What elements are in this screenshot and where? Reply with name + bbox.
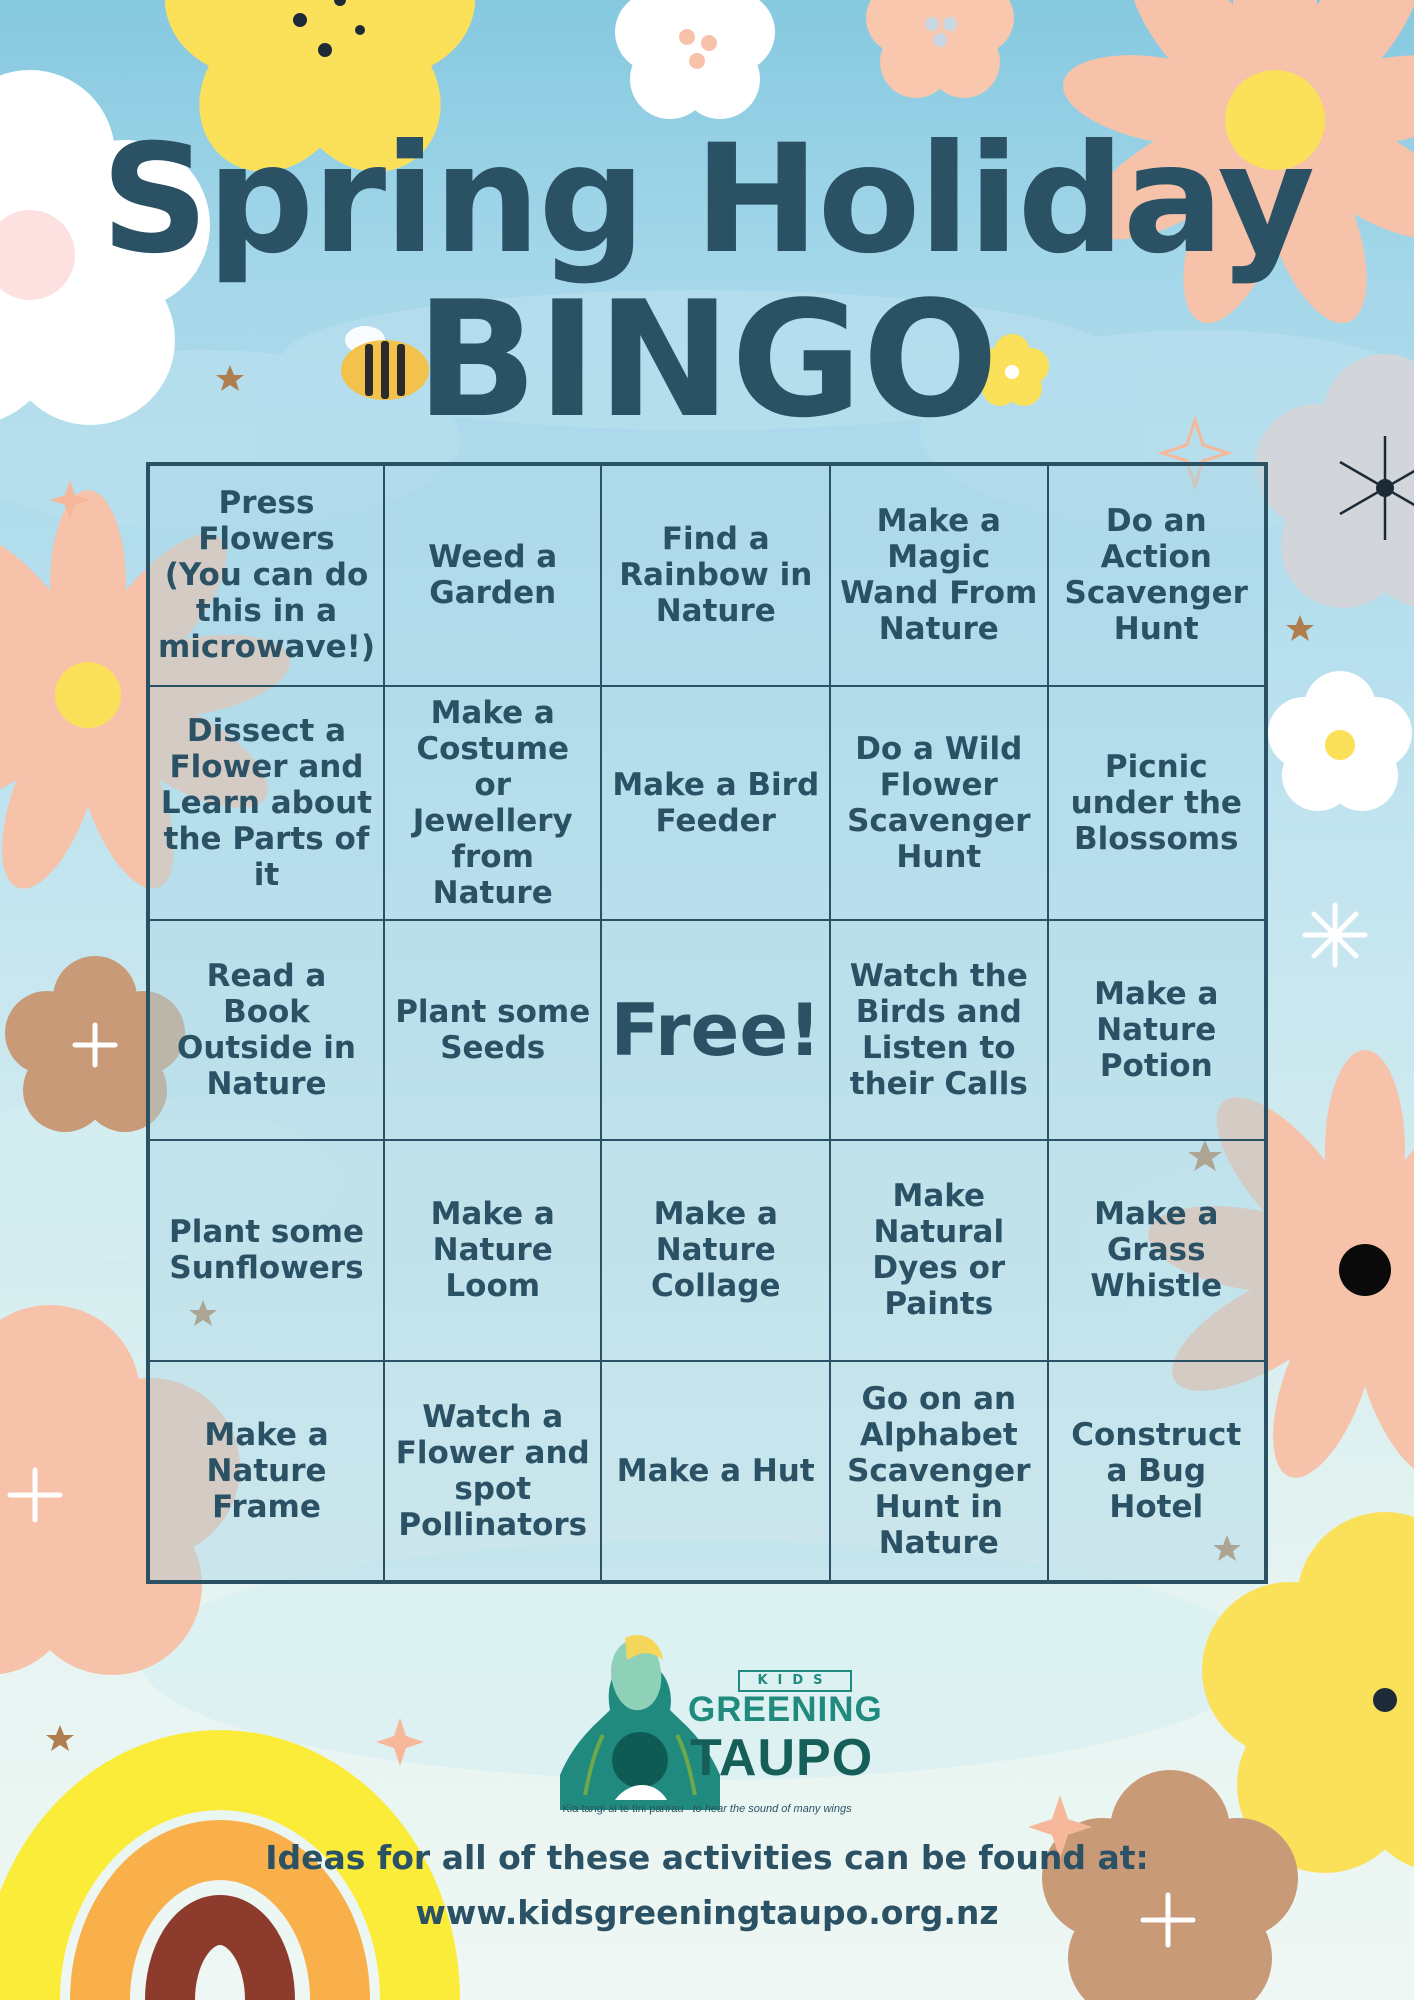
bingo-cell-r4c1 (149, 1140, 384, 1361)
bingo-cell-label: Construct a Bug Hotel (1071, 1416, 1242, 1525)
bingo-cell-label: Make Natural Dyes or Paints (872, 1178, 1006, 1323)
bingo-cell-label: Watch a Flower and spot Pollinators (395, 1398, 590, 1543)
bingo-cell-r5c5 (1048, 1361, 1265, 1582)
bingo-cell-label: Plant some Sunflowers (168, 1214, 364, 1287)
bingo-cell-r4c5 (1048, 1140, 1265, 1361)
bingo-cell-label: Read a Book Outside in Nature (176, 957, 356, 1102)
flower-icon (866, 0, 1014, 98)
bingo-cell-label: Plant some Seeds (395, 993, 591, 1066)
bingo-cell-label: Make a Magic Wand From Nature (840, 503, 1038, 648)
bingo-cell-label: Go on an Alphabet Scavenger Hunt in Nature (847, 1380, 1031, 1561)
bingo-cell-label: Picnic under the Blossoms (1070, 748, 1242, 857)
bingo-cell-label: Make a Nature Collage (651, 1196, 781, 1305)
bingo-cell-r4c3 (601, 1140, 830, 1361)
page-title-bingo: BINGO (415, 266, 999, 453)
logo-tagline (0, 1803, 1414, 1815)
bingo-cell-label: Weed a Garden (428, 539, 558, 612)
bingo-cell-label: Make a Hut (616, 1452, 815, 1489)
tagline-maori: Kia tangi ai te tini parirau (562, 1803, 684, 1815)
bingo-cell-r4c4 (830, 1140, 1047, 1361)
bingo-cell-label: Watch the Birds and Listen to their Calls (849, 957, 1028, 1102)
bingo-cell-r1c1 (149, 465, 384, 686)
bingo-cell-r3c4 (830, 920, 1047, 1141)
bingo-cell-r5c4 (830, 1361, 1047, 1582)
bingo-cell-label: Make a Nature Potion (1094, 975, 1219, 1084)
logo-kids-text: KIDS (738, 1670, 852, 1692)
bingo-cell-r2c4 (830, 686, 1047, 920)
logo-greening-text: GREENING (688, 1690, 883, 1729)
bingo-cell-r1c2 (384, 465, 601, 686)
bingo-cell-r3c2 (384, 920, 601, 1141)
bingo-cell-r4c2 (384, 1140, 601, 1361)
bingo-cell-r5c2 (384, 1361, 601, 1582)
bingo-cell-label: Do a Wild Flower Scavenger Hunt (847, 730, 1031, 875)
bingo-cell-r5c1 (149, 1361, 384, 1582)
bingo-cell-r2c3 (601, 686, 830, 920)
bingo-cell-label: Make a Nature Frame (204, 1416, 329, 1525)
footer-text: Ideas for all of these activities can be found at: (265, 1838, 1149, 1877)
bingo-cell-label: Press Flowers (You can do this in a microwave!) (158, 485, 375, 666)
bingo-cell-label: Make a Costume or Jewellery from Nature (412, 694, 573, 911)
bingo-cell-r2c5 (1048, 686, 1265, 920)
bingo-cell-label: Dissect a Flower and Learn about the Parts of it (160, 712, 373, 893)
bingo-cell-r1c4 (830, 465, 1047, 686)
bingo-cell-label: Make a Nature Loom (430, 1196, 555, 1305)
bingo-cell-label: Make a Grass Whistle (1090, 1196, 1223, 1305)
bingo-cell-r2c2 (384, 686, 601, 920)
bingo-cell-label: Make a Bird Feeder (612, 766, 820, 839)
bingo-cell-label: Do an Action Scavenger Hunt (1064, 503, 1248, 648)
flower-icon (615, 0, 775, 119)
page-title: Spring Holiday (100, 113, 1314, 287)
bingo-cell-r1c3 (601, 465, 830, 686)
bingo-cell-r3c1 (149, 920, 384, 1141)
footer-url: www.kidsgreeningtaupo.org.nz (415, 1893, 999, 1932)
bingo-cell-r1c5 (1048, 465, 1265, 686)
bingo-free-label: Free! (610, 987, 822, 1072)
bingo-cell-r3c5 (1048, 920, 1265, 1141)
logo-taupo-text: TAUPO (690, 1729, 874, 1787)
bingo-cell-r2c1 (149, 686, 384, 920)
bingo-cell-free (601, 920, 830, 1141)
bingo-cell-r5c3 (601, 1361, 830, 1582)
bingo-cell-label: Find a Rainbow in Nature (619, 521, 813, 630)
flower-icon (1268, 671, 1412, 811)
tagline-english: to hear the sound of many wings (692, 1803, 852, 1815)
bingo-grid (146, 462, 1268, 1584)
